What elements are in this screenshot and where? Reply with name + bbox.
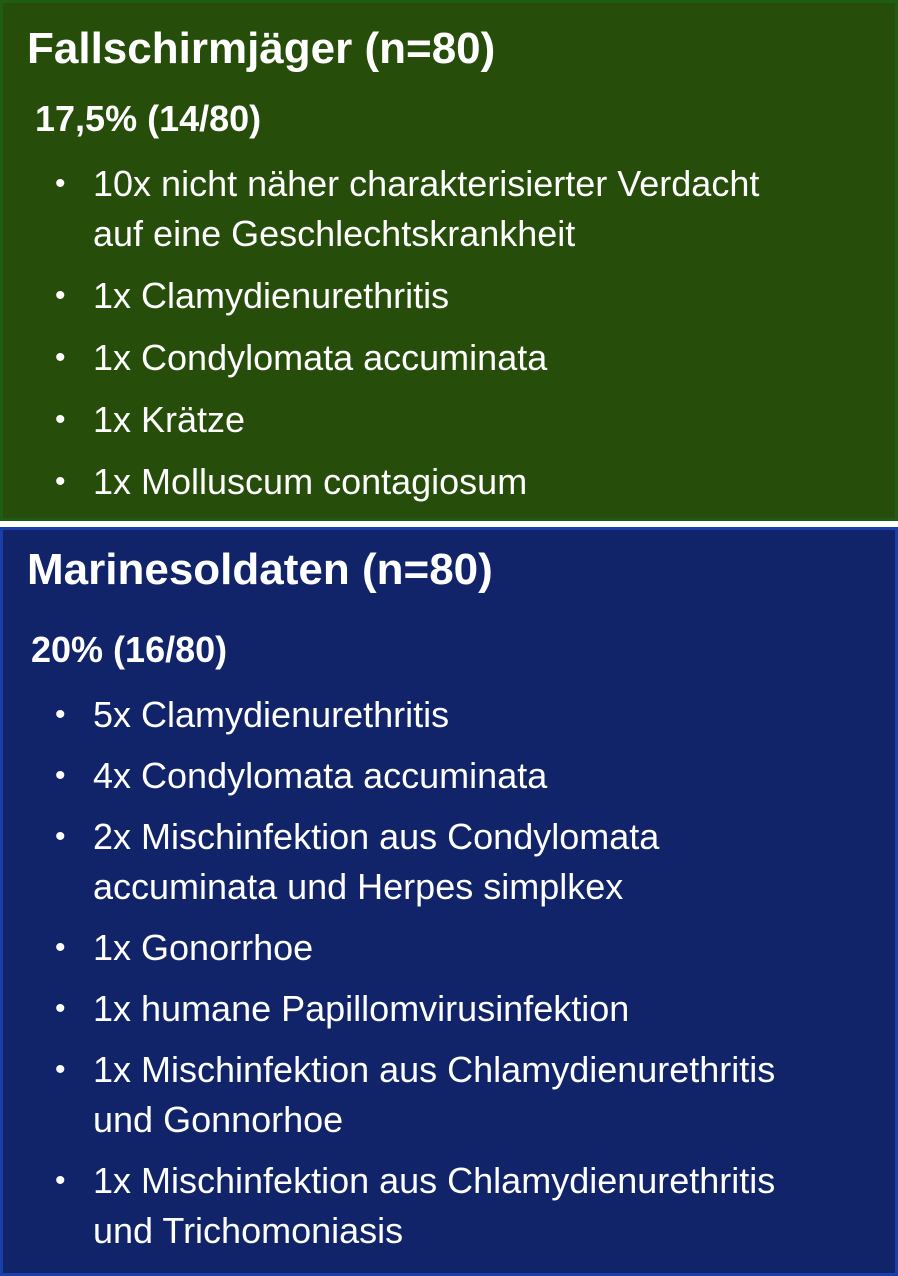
list-item-text-continued: und Trichomoniasis (93, 1210, 404, 1251)
list-item-text: 1x Condylomata accuminata (93, 337, 548, 378)
bullet-icon: • (55, 820, 66, 853)
list-item-text: 1x Krätze (93, 399, 246, 440)
bullet-icon: • (55, 465, 66, 498)
marinesoldaten-list (55, 690, 887, 1256)
bullet-icon: • (55, 1164, 66, 1197)
bullet-icon: • (55, 341, 66, 374)
marinesoldaten-stat: 20% (16/80) (31, 629, 228, 670)
list-item-text: 2x Mischinfektion aus Condylomata (93, 816, 660, 857)
marinesoldaten-title: Marinesoldaten (n=80) (27, 545, 493, 594)
bullet-icon: • (55, 1053, 66, 1086)
list-item (55, 690, 887, 740)
bullet-icon: • (55, 992, 66, 1025)
list-item (55, 395, 887, 445)
list-item-text: 1x Molluscum contagiosum (93, 461, 528, 502)
list-item-text: 1x humane Papillomvirusinfektion (93, 988, 630, 1029)
list-item (55, 333, 887, 383)
marinesoldaten-panel (0, 527, 898, 1276)
list-item (55, 271, 887, 321)
list-item-text-continued: und Gonnorhoe (93, 1099, 344, 1140)
bullet-icon: • (55, 279, 66, 312)
list-item-text: 4x Condylomata accuminata (93, 755, 548, 796)
bullet-icon: • (55, 167, 66, 200)
list-item-text-continued: auf eine Geschlechtskrankheit (93, 213, 576, 254)
fallschirmjaeger-stat: 17,5% (14/80) (35, 98, 262, 139)
list-item-text: 5x Clamydienurethritis (93, 694, 450, 735)
list-item (55, 1045, 887, 1145)
bullet-icon: • (55, 931, 66, 964)
list-item (55, 457, 887, 507)
list-item (55, 812, 887, 912)
list-item-text: 1x Clamydienurethritis (93, 275, 450, 316)
list-item-text: 10x nicht näher charakterisierter Verdacht (93, 163, 760, 204)
bullet-icon: • (55, 759, 66, 792)
bullet-icon: • (55, 403, 66, 436)
fallschirmjaeger-list (55, 159, 887, 507)
list-item (55, 751, 887, 801)
bullet-icon: • (55, 698, 66, 731)
list-item (55, 923, 887, 973)
list-item (55, 1156, 887, 1256)
fallschirmjaeger-panel (0, 0, 898, 521)
fallschirmjaeger-title: Fallschirmjäger (n=80) (27, 24, 496, 73)
list-item (55, 984, 887, 1034)
list-item-text-continued: accuminata und Herpes simplkex (93, 866, 624, 907)
list-item-text: 1x Mischinfektion aus Chlamydienurethritis (93, 1160, 776, 1201)
list-item-text: 1x Mischinfektion aus Chlamydienurethritis (93, 1049, 776, 1090)
list-item-text: 1x Gonorrhoe (93, 927, 314, 968)
list-item (55, 159, 887, 259)
